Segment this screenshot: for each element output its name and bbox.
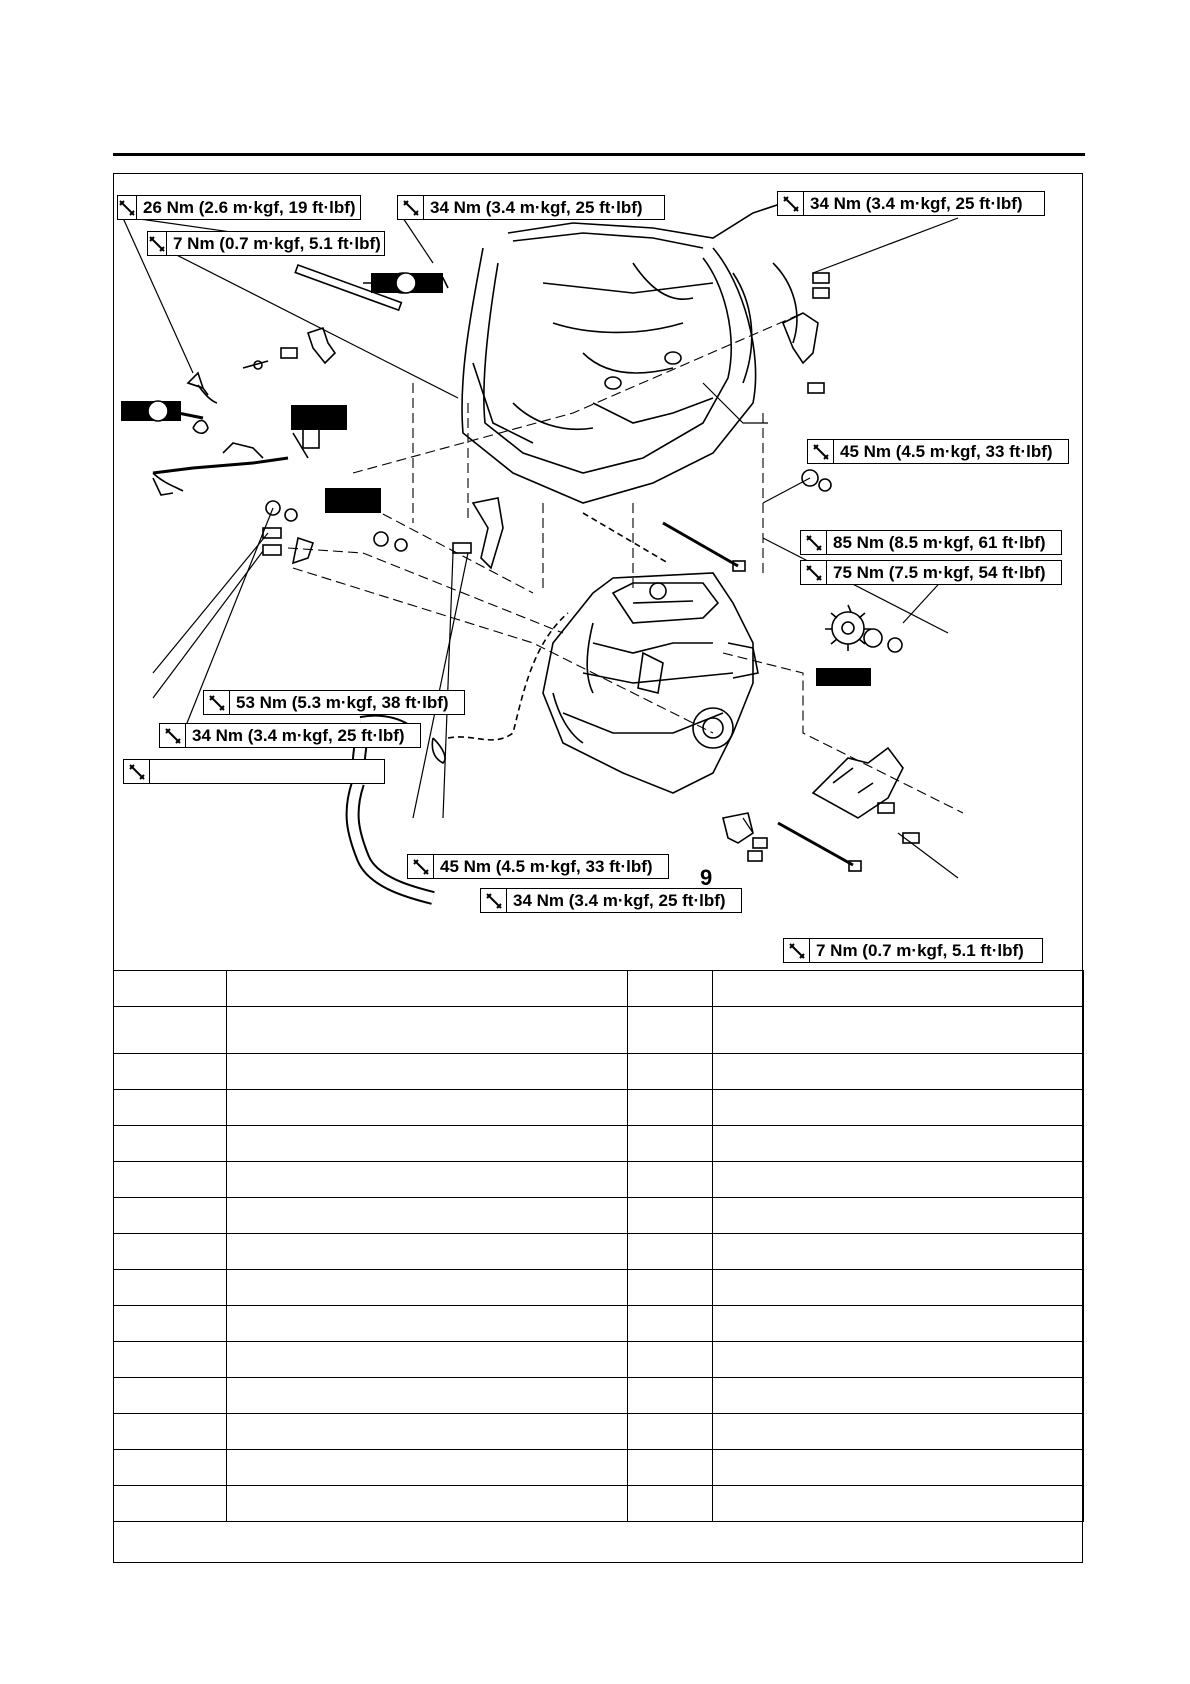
table-row bbox=[114, 1054, 1084, 1090]
torque-value: 26 Nm (2.6 m·kgf, 19 ft·lbf) bbox=[143, 197, 356, 217]
torque-value: 34 Nm (3.4 m·kgf, 25 ft·lbf) bbox=[430, 197, 643, 217]
torque-value: 75 Nm (7.5 m·kgf, 54 ft·lbf) bbox=[833, 562, 1046, 582]
marker-box bbox=[291, 405, 347, 430]
torque-label-4 bbox=[777, 191, 1045, 216]
torque-value: 34 Nm (3.4 m·kgf, 25 ft·lbf) bbox=[810, 193, 1023, 213]
table-row bbox=[114, 1342, 1084, 1378]
torque-wrench-icon bbox=[801, 531, 827, 554]
torque-value: 85 Nm (8.5 m·kgf, 61 ft·lbf) bbox=[833, 532, 1046, 552]
torque-label-1 bbox=[117, 195, 361, 220]
torque-label-12 bbox=[480, 888, 742, 913]
torque-label-3 bbox=[397, 195, 665, 220]
torque-wrench-icon bbox=[118, 196, 137, 219]
torque-wrench-icon bbox=[481, 889, 507, 912]
torque-value: 34 Nm (3.4 m·kgf, 25 ft·lbf) bbox=[192, 725, 405, 745]
sprocket-drawing bbox=[816, 605, 902, 686]
torque-wrench-icon bbox=[204, 691, 230, 714]
table-row bbox=[114, 1486, 1084, 1522]
table-header-row bbox=[114, 971, 1084, 1007]
table-row bbox=[114, 1234, 1084, 1270]
torque-label-10 bbox=[123, 759, 385, 784]
table-row bbox=[114, 1090, 1084, 1126]
left-fasteners-drawing bbox=[188, 328, 503, 568]
torque-label-5 bbox=[807, 439, 1069, 464]
torque-value: 53 Nm (5.3 m·kgf, 38 ft·lbf) bbox=[236, 692, 449, 712]
torque-wrench-icon bbox=[408, 855, 434, 878]
torque-value: 7 Nm (0.7 m·kgf, 5.1 ft·lbf) bbox=[816, 940, 1024, 960]
pivot-shaft-drawing bbox=[295, 265, 448, 310]
torque-label-6 bbox=[800, 530, 1062, 555]
table-row bbox=[114, 1198, 1084, 1234]
torque-value: 34 Nm (3.4 m·kgf, 25 ft·lbf) bbox=[513, 890, 726, 910]
table-row bbox=[114, 1450, 1084, 1486]
torque-value: 7 Nm (0.7 m·kgf, 5.1 ft·lbf) bbox=[173, 233, 381, 253]
table-row bbox=[114, 1007, 1084, 1054]
torque-label-11 bbox=[407, 854, 669, 879]
table-row bbox=[114, 1378, 1084, 1414]
frame-drawing bbox=[462, 193, 813, 503]
brake-pedal-drawing bbox=[121, 361, 288, 495]
torque-wrench-icon bbox=[148, 232, 167, 255]
torque-wrench-icon bbox=[124, 760, 150, 783]
torque-wrench-icon bbox=[778, 192, 804, 215]
torque-wrench-icon bbox=[398, 196, 424, 219]
parts-table bbox=[113, 970, 1084, 1522]
table-row bbox=[114, 1126, 1084, 1162]
torque-label-13 bbox=[783, 938, 1043, 963]
torque-wrench-icon bbox=[808, 440, 834, 463]
torque-label-9 bbox=[159, 723, 421, 748]
table-row bbox=[114, 1162, 1084, 1198]
table-row bbox=[114, 1414, 1084, 1450]
table-row bbox=[114, 1270, 1084, 1306]
torque-wrench-icon bbox=[784, 939, 810, 962]
marker-box bbox=[325, 488, 381, 513]
engine-exploded-diagram bbox=[113, 173, 1083, 970]
header-rule bbox=[113, 153, 1085, 156]
torque-wrench-icon bbox=[160, 724, 186, 747]
torque-value: 45 Nm (4.5 m·kgf, 33 ft·lbf) bbox=[840, 441, 1053, 461]
torque-label-7 bbox=[800, 560, 1062, 585]
torque-wrench-icon bbox=[801, 561, 827, 584]
callout-number: 9 bbox=[700, 865, 713, 890]
torque-label-8 bbox=[203, 690, 465, 715]
sprocket-cover-drawing bbox=[813, 748, 919, 843]
table-row bbox=[114, 1306, 1084, 1342]
torque-label-2 bbox=[147, 231, 385, 256]
engine-drawing bbox=[543, 573, 758, 793]
torque-value: 45 Nm (4.5 m·kgf, 33 ft·lbf) bbox=[440, 856, 653, 876]
